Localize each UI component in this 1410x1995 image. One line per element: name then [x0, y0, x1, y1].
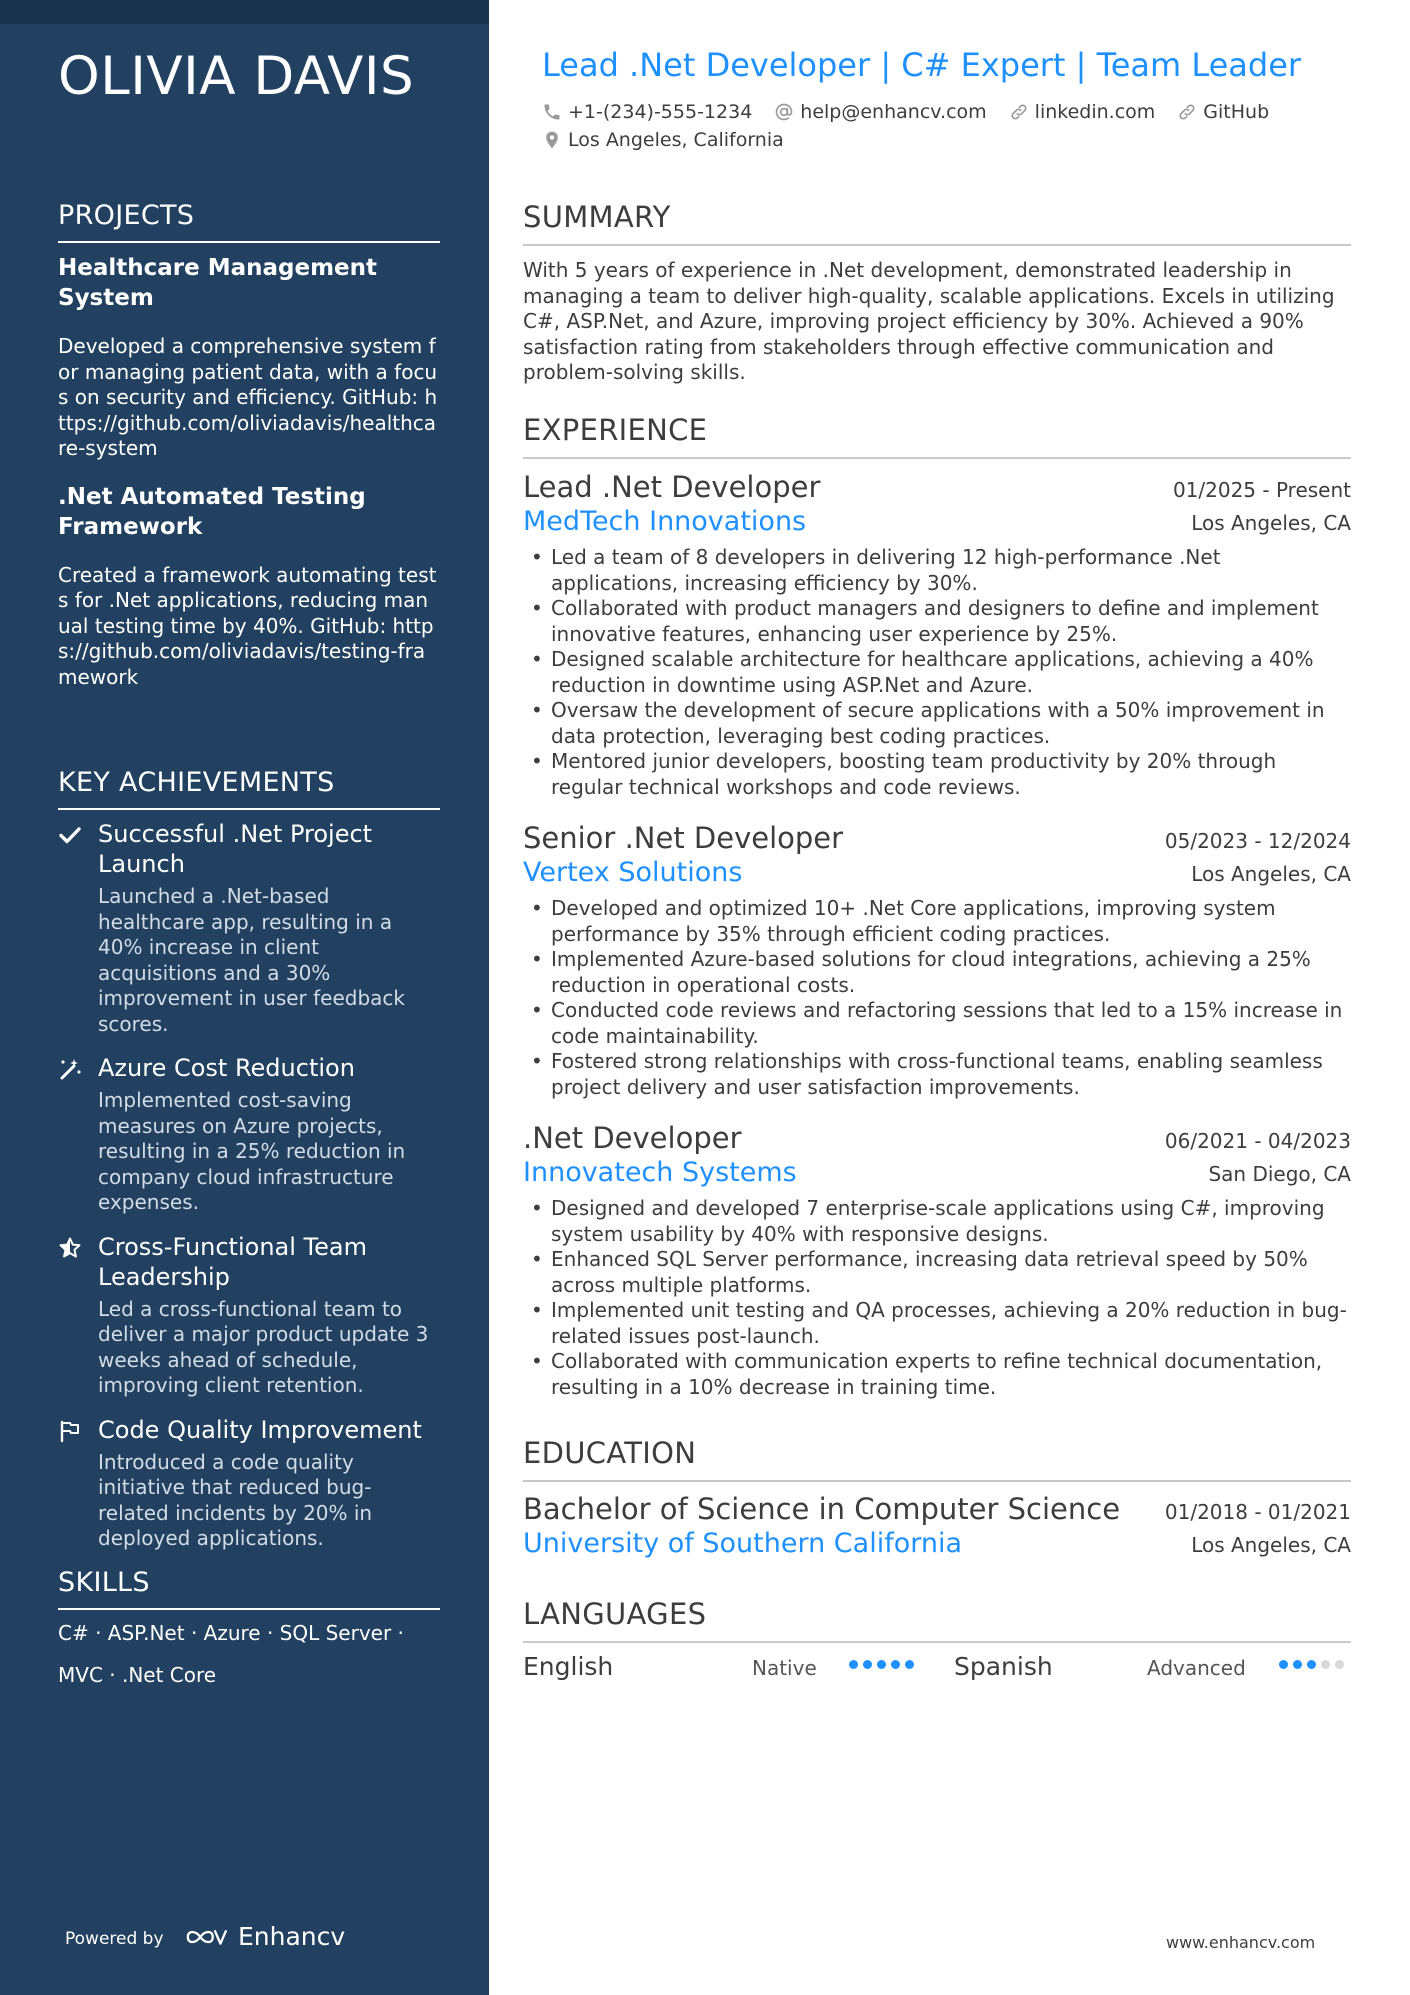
- contact-location: [542, 129, 784, 151]
- achievement-item: [58, 1232, 440, 1399]
- job-bullet: • Implemented unit testing and QA processes, achieving a 20% reduction in bug-related issues post-launch.: [523, 1298, 1351, 1349]
- education-entry: [523, 1492, 1351, 1559]
- location-text: Los Angeles, California: [568, 129, 784, 151]
- project-title: Healthcare Management System: [58, 255, 378, 311]
- flag-icon: [58, 1419, 84, 1445]
- job-title: Senior .Net Developer: [523, 821, 844, 855]
- contact-phone[interactable]: [542, 101, 752, 123]
- job-title: Lead .Net Developer: [523, 470, 821, 504]
- experience-heading: EXPERIENCE: [523, 413, 1351, 459]
- phone-icon: [542, 102, 562, 122]
- job-date: 06/2021 - 04/2023: [1164, 1129, 1351, 1153]
- job-bullet: • Fostered strong relationships with cross-functional teams, enabling seamless project delivery and user satisfaction improvements.: [523, 1049, 1351, 1100]
- job-bullets: [523, 545, 1351, 800]
- link-icon: [1009, 102, 1029, 122]
- rating-dot-filled: [1307, 1660, 1316, 1669]
- github-text: GitHub: [1203, 101, 1270, 123]
- enhancv-logo-icon: [184, 1925, 230, 1949]
- skills-list-line: MVC · .Net Core: [58, 1663, 217, 1687]
- linkedin-text: linkedin.com: [1034, 101, 1156, 123]
- at-sign-icon: [774, 102, 794, 122]
- achievement-item: [58, 1053, 440, 1216]
- achievement-description: Led a cross-functional team to deliver a major product update 3 weeks ahead of schedule, improving client retention.: [98, 1296, 429, 1397]
- star-icon: [58, 1236, 84, 1262]
- skills-section: [58, 1567, 440, 1696]
- skills-list-line: C# · ASP.Net · Azure · SQL Server ·: [58, 1621, 404, 1645]
- education-heading: EDUCATION: [523, 1436, 1351, 1482]
- sidebar: [0, 0, 489, 1995]
- rating-dot-filled: [891, 1660, 900, 1669]
- job-date: 01/2025 - Present: [1172, 478, 1351, 502]
- job-date: 05/2023 - 12/2024: [1164, 829, 1351, 853]
- job-location: Los Angeles, CA: [1191, 511, 1351, 535]
- job-bullet: • Developed and optimized 10+ .Net Core applications, improving system performance by 35% through efficient coding practices.: [523, 896, 1351, 947]
- rating-dot-empty: [1321, 1660, 1330, 1669]
- link-icon: [1177, 102, 1197, 122]
- degree-title: Bachelor of Science in Computer Science: [523, 1492, 1121, 1526]
- project-description: Created a framework automating tests for .Net applications, reducing manual testing time by 40%. GitHub: https://github.com/oliviadavis/testing-framework: [58, 562, 437, 689]
- summary-heading: SUMMARY: [523, 200, 1351, 246]
- summary-text: With 5 years of experience in .Net development, demonstrated leadership in managing a team to deliver high-quality, scalable applications. Excels in utilizing C#, ASP.Net, and Azure, improving project efficiency by 30%. Achieved a 90% satisfaction rating from stakeholders through effective communication and problem-solving skills.: [523, 258, 1335, 384]
- language-rating: [1279, 1660, 1344, 1669]
- enhancv-logo[interactable]: [184, 1922, 345, 1951]
- rating-dot-filled: [877, 1660, 886, 1669]
- language-level: Native: [752, 1656, 817, 1680]
- sidebar-top-strip: [0, 0, 489, 24]
- job-company: Innovatech Systems: [523, 1157, 797, 1188]
- job-entry: [523, 821, 1351, 1100]
- rating-dot-empty: [1335, 1660, 1344, 1669]
- job-bullets: [523, 1196, 1351, 1400]
- achievement-title: Successful .Net Project Launch: [98, 820, 373, 878]
- rating-dot-filled: [1293, 1660, 1302, 1669]
- achievement-title: Code Quality Improvement: [98, 1415, 422, 1444]
- job-bullet: • Collaborated with communication experts to refine technical documentation, resulting in a 10% decrease in training time.: [523, 1349, 1351, 1400]
- rating-dot-filled: [849, 1660, 858, 1669]
- achievement-item: [58, 819, 440, 1037]
- job-bullet: • Conducted code reviews and refactoring sessions that led to a 15% increase in code maintainability.: [523, 998, 1351, 1049]
- job-bullet: • Oversaw the development of secure applications with a 50% improvement in data protection, leveraging best coding practices.: [523, 698, 1351, 749]
- location-pin-icon: [542, 130, 562, 150]
- projects-section: [58, 200, 440, 690]
- enhancv-logo-text: Enhancv: [238, 1922, 346, 1951]
- achievement-description: Launched a .Net-based healthcare app, resulting in a 40% increase in client acquisitions and a 30% improvement in user feedback scores.: [98, 884, 406, 1036]
- projects-heading: PROJECTS: [58, 200, 440, 243]
- phone-text: +1-(234)-555-1234: [568, 101, 753, 123]
- job-bullet: • Implemented Azure-based solutions for cloud integrations, achieving a 25% reduction in operational costs.: [523, 947, 1351, 998]
- job-company: MedTech Innovations: [523, 506, 807, 537]
- achievement-title: Cross-Functional Team Leadership: [98, 1232, 367, 1291]
- education-date: 01/2018 - 01/2021: [1164, 1500, 1351, 1524]
- rating-dot-filled: [863, 1660, 872, 1669]
- contact-email[interactable]: [774, 101, 986, 123]
- powered-by-label: Powered by: [65, 1929, 164, 1949]
- magic-wand-icon: [58, 1057, 84, 1083]
- job-bullet: • Led a team of 8 developers in delivering 12 high-performance .Net applications, increasing efficiency by 30%.: [523, 545, 1351, 596]
- achievements-heading: KEY ACHIEVEMENTS: [58, 767, 440, 810]
- job-company: Vertex Solutions: [523, 857, 743, 888]
- job-bullet: • Mentored junior developers, boosting team productivity by 20% through regular technical workshops and code reviews.: [523, 749, 1351, 800]
- contact-row-location: [542, 129, 784, 151]
- school-name: University of Southern California: [523, 1528, 963, 1559]
- achievement-title: Azure Cost Reduction: [98, 1054, 355, 1082]
- language-rating: [849, 1660, 914, 1669]
- email-text: help@enhancv.com: [800, 101, 987, 123]
- candidate-name: OLIVIA DAVIS: [58, 46, 415, 107]
- language-name: Spanish: [954, 1652, 1053, 1681]
- contact-row: [542, 101, 1269, 123]
- rating-dot-filled: [905, 1660, 914, 1669]
- resume-headline: Lead .Net Developer | C# Expert | Team Leader: [542, 46, 1302, 84]
- languages-row: [523, 1652, 1351, 1686]
- rating-dot-filled: [1279, 1660, 1288, 1669]
- achievement-description: Introduced a code quality initiative that reduced bug-related incidents by 20% in deployed applications.: [98, 1449, 373, 1550]
- achievement-item: [58, 1415, 440, 1552]
- achievement-description: Implemented cost-saving measures on Azure projects, resulting in a 25% reduction in company cloud infrastructure expenses.: [98, 1088, 406, 1214]
- checkmark-icon: [58, 823, 84, 849]
- languages-heading: LANGUAGES: [523, 1597, 1351, 1643]
- project-title: .Net Automated Testing Framework: [58, 483, 366, 540]
- job-title: .Net Developer: [523, 1121, 742, 1155]
- job-bullet: • Enhanced SQL Server performance, increasing data retrieval speed by 50% across multiple platforms.: [523, 1247, 1351, 1298]
- language-level: Advanced: [1147, 1656, 1246, 1680]
- job-location: San Diego, CA: [1208, 1162, 1351, 1186]
- skills-heading: SKILLS: [58, 1567, 440, 1610]
- job-bullet: • Collaborated with product managers and designers to define and implement innovative features, enhancing user experience by 25%.: [523, 596, 1351, 647]
- contact-linkedin[interactable]: [1009, 101, 1156, 123]
- job-entry: [523, 470, 1351, 800]
- job-location: Los Angeles, CA: [1191, 862, 1351, 886]
- school-location: Los Angeles, CA: [1191, 1533, 1351, 1557]
- footer-url[interactable]: www.enhancv.com: [1166, 1933, 1316, 1952]
- job-entry: [523, 1121, 1351, 1400]
- job-bullet: • Designed scalable architecture for healthcare applications, achieving a 40% reduction in downtime using ASP.Net and Azure.: [523, 647, 1351, 698]
- achievements-section: [58, 767, 440, 1552]
- job-bullet: • Designed and developed 7 enterprise-scale applications using C#, improving system usability by 40% with responsive designs.: [523, 1196, 1351, 1247]
- job-bullets: [523, 896, 1351, 1100]
- contact-github[interactable]: [1177, 101, 1269, 123]
- project-description: Developed a comprehensive system for managing patient data, with a focus on security and efficiency. GitHub: https://github.com/oliviadavis/healthcare-system: [58, 334, 438, 460]
- language-name: English: [523, 1652, 614, 1681]
